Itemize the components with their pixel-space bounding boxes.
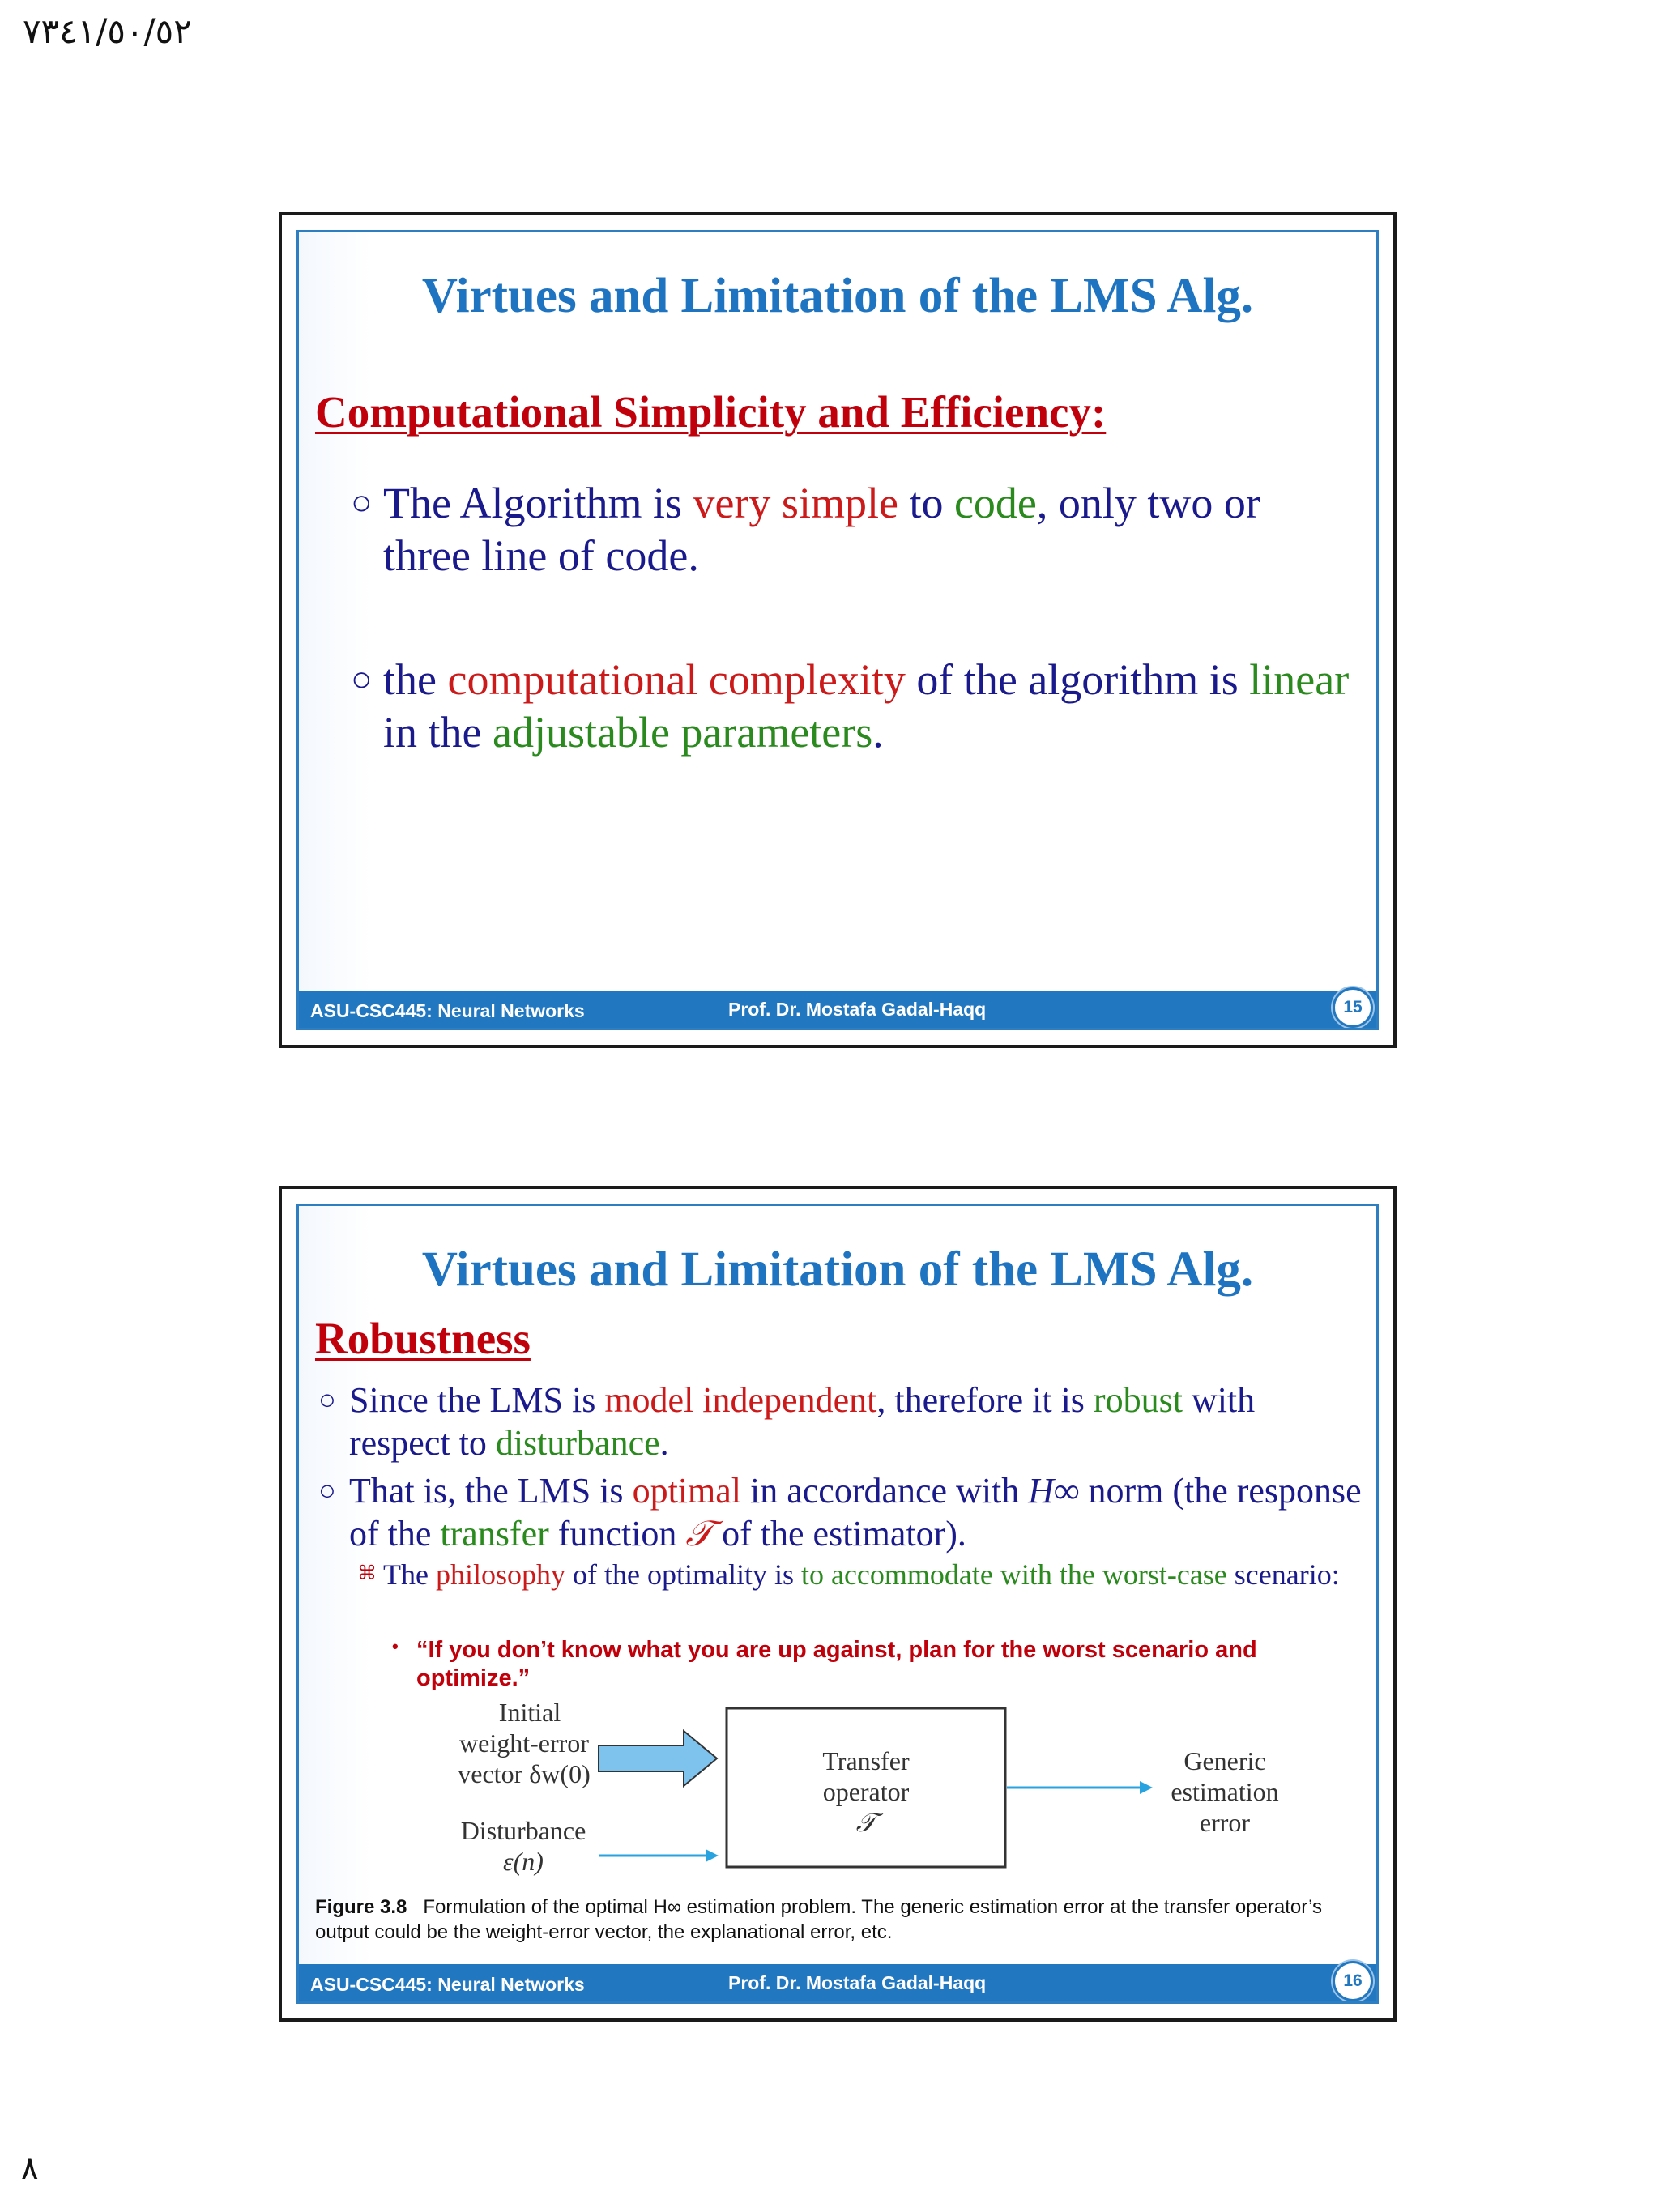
text: of the optimality is [565, 1558, 801, 1591]
diagram-svg [356, 1697, 1328, 1891]
text: , therefore it is [876, 1380, 1094, 1420]
text: scenario: [1226, 1558, 1340, 1591]
text: . [872, 707, 884, 757]
slide-number-badge: 16 [1333, 1961, 1373, 2001]
block-arrow-icon [599, 1731, 717, 1786]
sub-bullet-philosophy [357, 1558, 1347, 1592]
quote-worst-scenario [392, 1636, 1340, 1694]
text-highlight-green: adjustable parameters [492, 707, 873, 757]
output-label-line3: error [1199, 1808, 1251, 1837]
input1-label-line3: vector δw(0) [458, 1759, 591, 1788]
text-highlight-red: very simple [693, 479, 898, 527]
author-name: Prof. Dr. Mostafa Gadal-Haqq [728, 1972, 987, 1993]
course-name: ASU-CSC445: Neural Networks [310, 1000, 585, 1021]
text: with respect to [349, 1380, 1256, 1463]
hollow-circle-bullet-icon: ○ [318, 1474, 336, 1507]
input2-label-line2: ε(n) [503, 1847, 544, 1876]
figure-caption-text: Formulation of the optimal H∞ estimation problem. The generic estimation error at the transfer operator’s output could be the weight-error vector, the explanational error, etc. [315, 1896, 1323, 1944]
output-label-line2: estimation [1171, 1777, 1279, 1806]
text: in the [383, 707, 493, 757]
page-number: ٨ [21, 2150, 39, 2187]
text-math-red: 𝒯 [685, 1513, 714, 1554]
bullet-model-independent [318, 1379, 1362, 1465]
text-highlight-green: linear [1249, 655, 1350, 704]
text-highlight-green: robust [1093, 1380, 1183, 1420]
hollow-circle-bullet-icon: ○ [351, 659, 373, 699]
text-highlight-red: model independent [604, 1380, 877, 1420]
text: The [383, 1558, 436, 1591]
text: the [383, 655, 448, 704]
box-label-line1: Transfer [822, 1746, 910, 1775]
bullet-algorithm-simple [351, 477, 1355, 582]
slide-footer [299, 1964, 1376, 2001]
output-label-line1: Generic [1183, 1746, 1266, 1775]
input2-label-line1: Disturbance [460, 1816, 586, 1845]
text: , only two or three line of code. [383, 479, 1260, 580]
star-bullet-icon: ⌘ [357, 1563, 377, 1584]
output-arrowhead-icon [1140, 1781, 1153, 1794]
text: of the algorithm is [905, 655, 1250, 704]
slide-footer [299, 991, 1376, 1028]
section-heading: Computational Simplicity and Efficiency: [315, 387, 1107, 437]
text: That is, the LMS is [349, 1471, 633, 1511]
text-highlight-green: code [953, 479, 1037, 527]
hollow-circle-bullet-icon: ○ [318, 1383, 336, 1416]
transfer-operator-diagram [356, 1697, 1328, 1891]
text: The Algorithm is [383, 479, 693, 527]
page-date: ٢٥/٠٥/١٤٣٧ [23, 11, 192, 51]
quote-text: “If you don’t know what you are up against, plan for the worst scenario and optimize.” [416, 1637, 1257, 1692]
text-highlight-green: transfer [440, 1513, 549, 1554]
box-label-line2: operator [822, 1777, 910, 1806]
figure-label: Figure 3.8 [315, 1896, 407, 1918]
dot-bullet-icon: • [392, 1636, 399, 1656]
slide-16-content [296, 1204, 1379, 2004]
slide-title: Virtues and Limitation of the LMS Alg. [421, 1242, 1254, 1297]
bullet-optimal-norm [318, 1470, 1362, 1556]
input1-label-line1: Initial [498, 1698, 561, 1727]
slide-15-content [296, 230, 1379, 1030]
section-heading: Robustness [315, 1314, 531, 1363]
text: of the estimator). [713, 1513, 966, 1554]
text: to [898, 479, 954, 527]
slide-title: Virtues and Limitation of the LMS Alg. [421, 269, 1254, 323]
text-highlight-red: computational complexity [447, 655, 906, 704]
bullet-computational-complexity [351, 654, 1355, 759]
text: function [548, 1513, 686, 1554]
text: in accordance with [741, 1471, 1029, 1511]
hollow-circle-bullet-icon: ○ [351, 483, 373, 522]
slide-number-badge: 15 [1333, 987, 1373, 1028]
course-name: ASU-CSC445: Neural Networks [310, 1974, 585, 1995]
figure-caption [315, 1894, 1376, 1945]
text-highlight-green: disturbance [495, 1422, 660, 1463]
text-highlight-red: philosophy [435, 1558, 565, 1591]
text-math: H∞ [1028, 1471, 1080, 1511]
text: Since the LMS is [349, 1380, 605, 1420]
text-highlight-green: to accommodate with the worst-case [800, 1558, 1227, 1591]
text-highlight-red: optimal [632, 1471, 741, 1511]
author-name: Prof. Dr. Mostafa Gadal-Haqq [728, 999, 987, 1020]
slide-16 [279, 1186, 1397, 2022]
box-label-line3: 𝒯 [855, 1808, 876, 1837]
text: norm (the response of the [349, 1471, 1362, 1554]
input1-label-line2: weight-error [459, 1728, 589, 1758]
text: . [659, 1422, 669, 1463]
disturbance-arrowhead-icon [706, 1849, 719, 1862]
slide-15 [279, 212, 1397, 1048]
